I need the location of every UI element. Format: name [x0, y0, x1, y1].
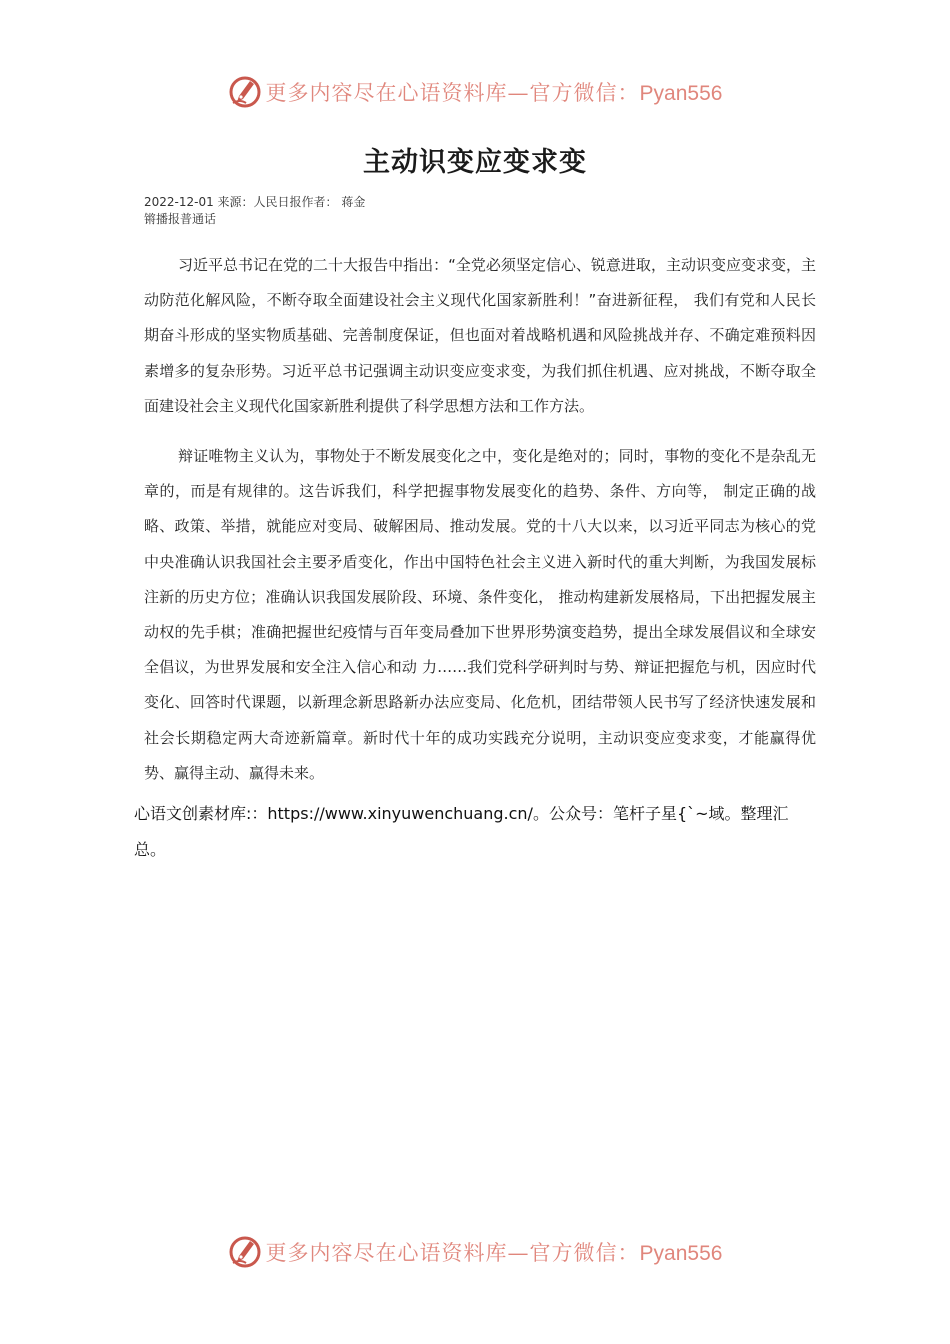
- article-paragraph: 习近平总书记在党的二十大报告中指出：“全党必须坚定信心、锐意进取，主动识变应变求变，主动防范化解风险，不断夺取全面建设社会主义现代化国家新胜利！”奋进新征程， 我们有党和人民长期奋斗形成的坚实物质基础、完善制度保证，但也面对着战略机遇和风险挑战并存、不确定难预料因素增多的复杂形势。习近平总书记强调主动识变应变求变，为我们抓住机遇、应对挑战，不断夺取全面建设社会主义现代化国家新胜利提供了科学思想方法和工作方法。: [144, 256, 816, 415]
- banner-wechat-id: Pyan556: [639, 82, 723, 105]
- article-title: 主动识变应变求变: [363, 147, 587, 178]
- banner-slogan: 更多内容尽在心语资料库—官方微信：: [265, 81, 640, 105]
- article-meta-audio-label: 锵播报普通话: [144, 212, 217, 226]
- article-body: [144, 248, 816, 806]
- source-note: 心语文创素材库:：https://www.xinyuwenchuang.cn/。公众号：笔杆子星{`~域。整理汇总。: [134, 804, 789, 859]
- banner-wechat-id: Pyan556: [639, 1242, 723, 1265]
- banner-slogan: 更多内容尽在心语资料库—官方微信：: [265, 1241, 640, 1265]
- article-meta: [144, 194, 365, 228]
- article-paragraph: 辩证唯物主义认为，事物处于不断发展变化之中，变化是绝对的；同时，事物的变化不是杂乱无章的，而是有规律的。这告诉我们，科学把握事物发展变化的趋势、条件、方向等， 制定正确的战略、政策、举措，就能应对变局、破解困局、推动发展。党的十八大以来，以习近平同志为核心的党中央准确认识我国社会主要矛盾变化，作出中国特色社会主义进入新时代的重大判断，为我国发展标注新的历史方位；准确认识我国发展阶段、环境、条件变化， 推动构建新发展格局，下出把握发展主动权的先手棋；准确把握世纪疫情与百年变局叠加下世界形势演变趋势，提出全球发展倡议和全球安全倡议，为世界发展和安全注入信心和动 力……我们党科学研判时与势、辩证把握危与机，因应时代变化、回答时代课题，以新理念新思路新办法应变局、化危机，团结带领人民书写了经济快速发展和社会长期稳定两大奇迹新篇章。新时代十年的成功实践充分说明，主动识变应变求变，才能赢得优势、赢得主动、赢得未来。: [144, 447, 816, 782]
- banner-text: [266, 77, 723, 107]
- article-meta-date-source: 2022-12-01 来源：人民日报作者： 蒋金: [144, 195, 366, 209]
- pen-nib-seal-icon: [228, 1235, 262, 1269]
- footer-banner: [0, 1232, 950, 1272]
- banner-text: [266, 1237, 723, 1267]
- pen-nib-seal-icon: [228, 75, 262, 109]
- header-banner: [0, 72, 950, 112]
